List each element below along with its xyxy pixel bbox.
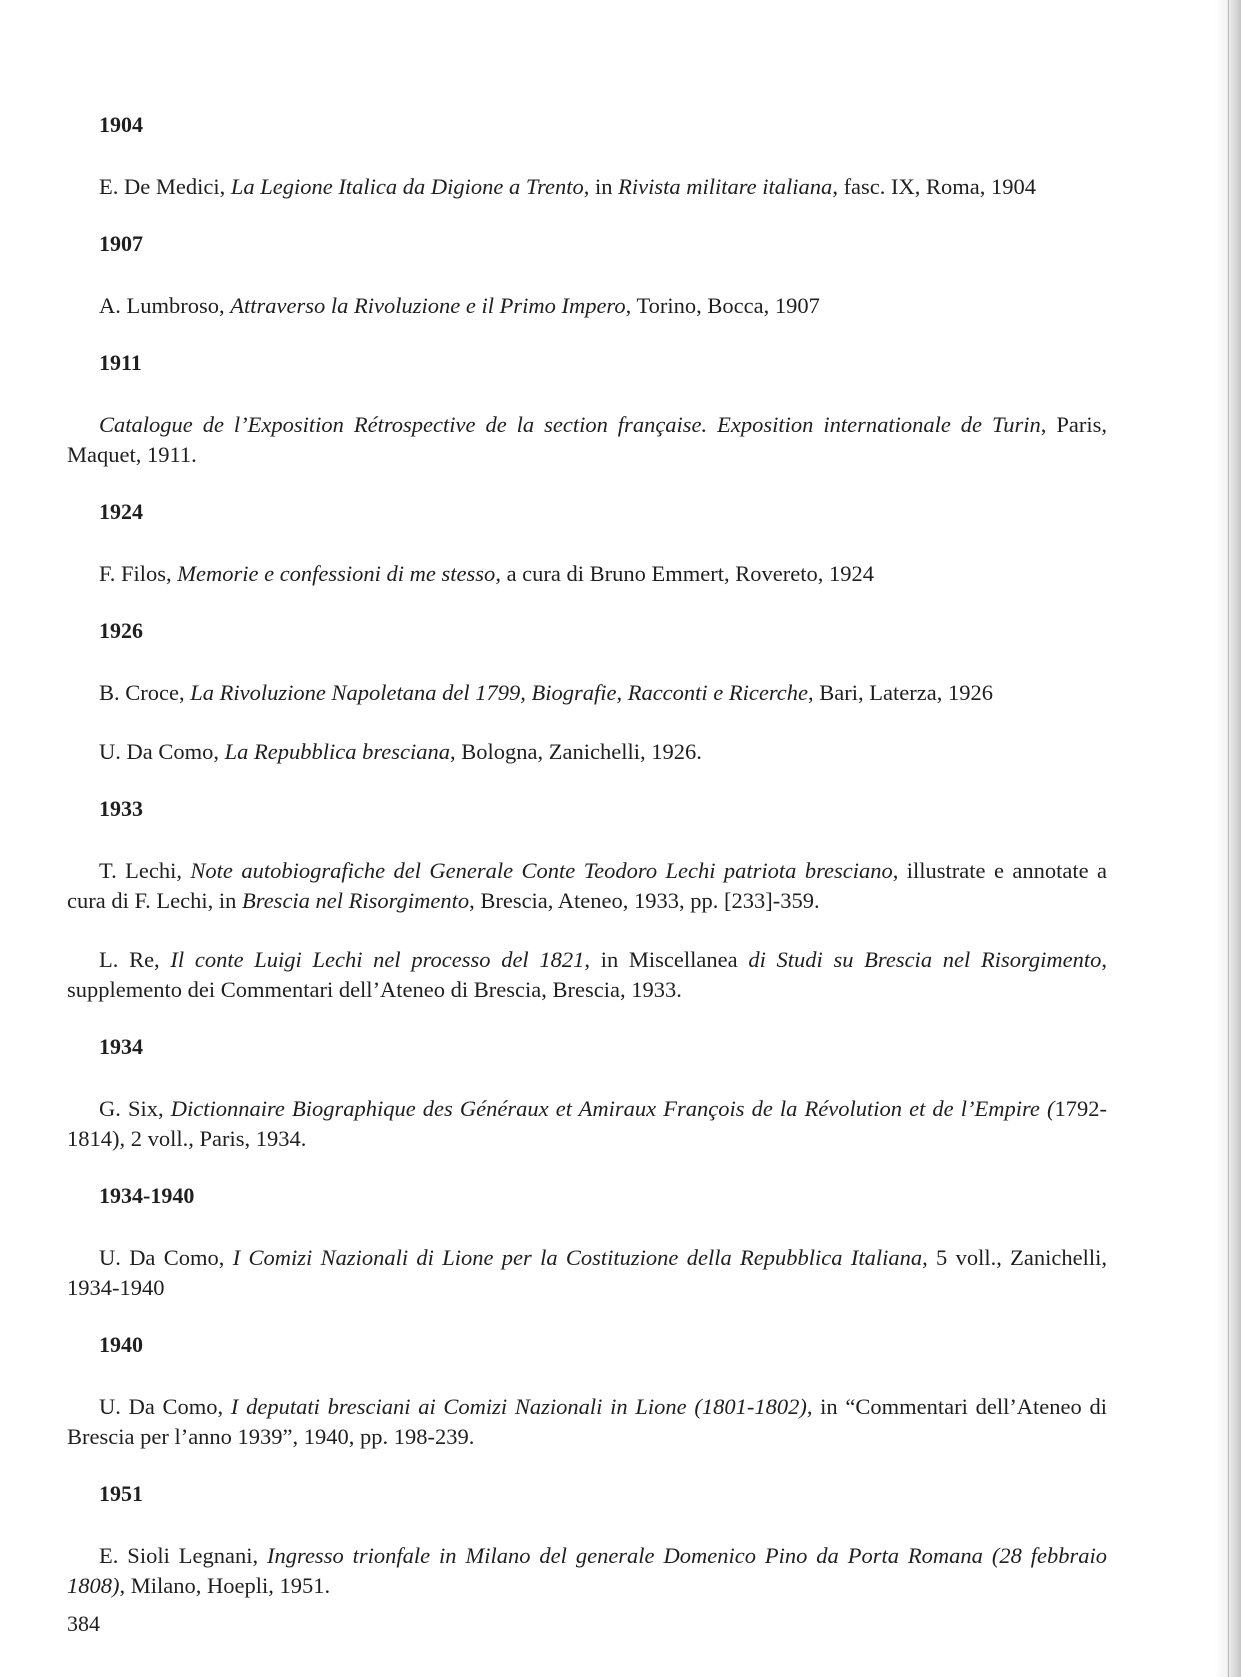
entry-text: , Torino, Bocca, 1907 <box>625 293 820 318</box>
entry-title-italic: I Comizi Nazionali di Lione per la Costituzione della Repubblica Italiana <box>232 1245 923 1270</box>
entry-text: E. De Medici, <box>99 174 231 199</box>
entry-text: U. Da Como, <box>99 1245 233 1270</box>
entry-title-italic: Ingresso trionfale in Milano del generale Domenico Pino da Porta Romana (28 febbraio 1808) <box>67 1543 1108 1598</box>
entry-text: A. Lumbroso, <box>99 293 231 318</box>
bibliography-entry <box>67 678 1107 708</box>
entry-title-italic: Attraverso la Rivoluzione e il Primo Impero <box>230 293 626 318</box>
entry-text: , Paris, Maquet, 1911. <box>67 412 1107 467</box>
entry-title-italic: La Legione Italica da Digione a Trento <box>230 174 584 199</box>
entry-text: , in “Commentari dell’Ateneo di Brescia per l’anno 1939”, 1940, pp. 198-239. <box>67 1394 1108 1449</box>
entry-text: , supplemento dei Commentari dell’Ateneo di Brescia, Brescia, 1933. <box>67 947 1107 1002</box>
bibliography-entry <box>67 737 1107 767</box>
entry-text: L. Re, <box>99 947 171 972</box>
entry-title-italic: di Studi su Brescia nel Risorgimento <box>748 947 1102 972</box>
entry-title-italic: Il conte Luigi Lechi nel processo del 1821 <box>170 947 585 972</box>
entry-title-italic: La Repubblica bresciana <box>224 739 451 764</box>
entry-text: , Bologna, Zanichelli, 1926. <box>450 739 702 764</box>
year-heading: 1934-1940 <box>99 1183 195 1208</box>
entry-text: T. Lechi, <box>99 858 191 883</box>
entry-title-italic: Dictionnaire Biographique des Généraux et Amiraux François de la Révolution et de l’Empire ( <box>170 1096 1055 1121</box>
entry-text: , a cura di Bruno Emmert, Rovereto, 1924 <box>495 561 874 586</box>
year-heading: 1934 <box>99 1034 143 1059</box>
entry-text: , fasc. IX, Roma, 1904 <box>832 174 1037 199</box>
entry-text: E. Sioli Legnani, <box>99 1543 268 1568</box>
entry-title-italic: I deputati bresciani ai Comizi Nazionali in Lione (1801-1802) <box>230 1394 807 1419</box>
year-heading: 1911 <box>99 350 142 375</box>
year-heading: 1951 <box>99 1481 143 1506</box>
entry-text: , 5 voll., Zanichelli, 1934-1940 <box>67 1245 1107 1300</box>
bibliography-body <box>67 112 1107 1630</box>
page-number: 384 <box>67 1611 100 1636</box>
entry-text: , in Miscellanea <box>584 947 749 972</box>
bibliography-entry <box>67 172 1107 202</box>
entry-title-italic: La Rivoluzione Napoletana del 1799, Biografie, Racconti e Ricerche <box>190 680 809 705</box>
entry-title-italic: Memorie e confessioni di me stesso <box>177 561 496 586</box>
entry-text: B. Croce, <box>99 680 191 705</box>
bibliography-entry <box>67 410 1107 470</box>
year-heading: 1933 <box>99 796 143 821</box>
bibliography-entry <box>67 1392 1107 1452</box>
entry-text: , Milano, Hoepli, 1951. <box>119 1573 331 1598</box>
bibliography-entry <box>67 1243 1107 1303</box>
entry-text: 1792-1814), 2 voll., Paris, 1934. <box>67 1096 1107 1151</box>
year-heading: 1940 <box>99 1332 143 1357</box>
book-gutter-line <box>1228 0 1229 1677</box>
entry-text: F. Filos, <box>99 561 178 586</box>
entry-text: , Brescia, Ateneo, 1933, pp. [233]-359. <box>469 888 820 913</box>
entry-text: U. Da Como, <box>99 1394 231 1419</box>
year-heading: 1907 <box>99 231 143 256</box>
entry-title-italic: Rivista militare italiana <box>618 174 833 199</box>
bibliography-entry <box>67 1094 1107 1154</box>
year-heading: 1924 <box>99 499 143 524</box>
entry-text: , in <box>583 174 619 199</box>
bibliography-entry <box>67 291 1107 321</box>
entry-text: , Bari, Laterza, 1926 <box>808 680 993 705</box>
entry-title-italic: Catalogue de l’Exposition Rétrospective de la section française. Exposition internationale de Turin <box>99 412 1041 437</box>
year-heading: 1926 <box>99 618 143 643</box>
entry-text: U. Da Como, <box>99 739 225 764</box>
entry-title-italic: Note autobiografiche del Generale Conte Teodoro Lechi patriota bresciano <box>190 858 893 883</box>
bibliography-entry <box>67 945 1107 1005</box>
bibliography-entry <box>67 856 1107 916</box>
bibliography-entry <box>67 1541 1107 1601</box>
entry-text: G. Six, <box>99 1096 171 1121</box>
entry-text: , illustrate e annotate a cura di F. Lechi, in <box>67 858 1107 913</box>
bibliography-entry <box>67 559 1107 589</box>
year-heading: 1904 <box>99 112 143 137</box>
entry-title-italic: Brescia nel Risorgimento <box>242 888 470 913</box>
